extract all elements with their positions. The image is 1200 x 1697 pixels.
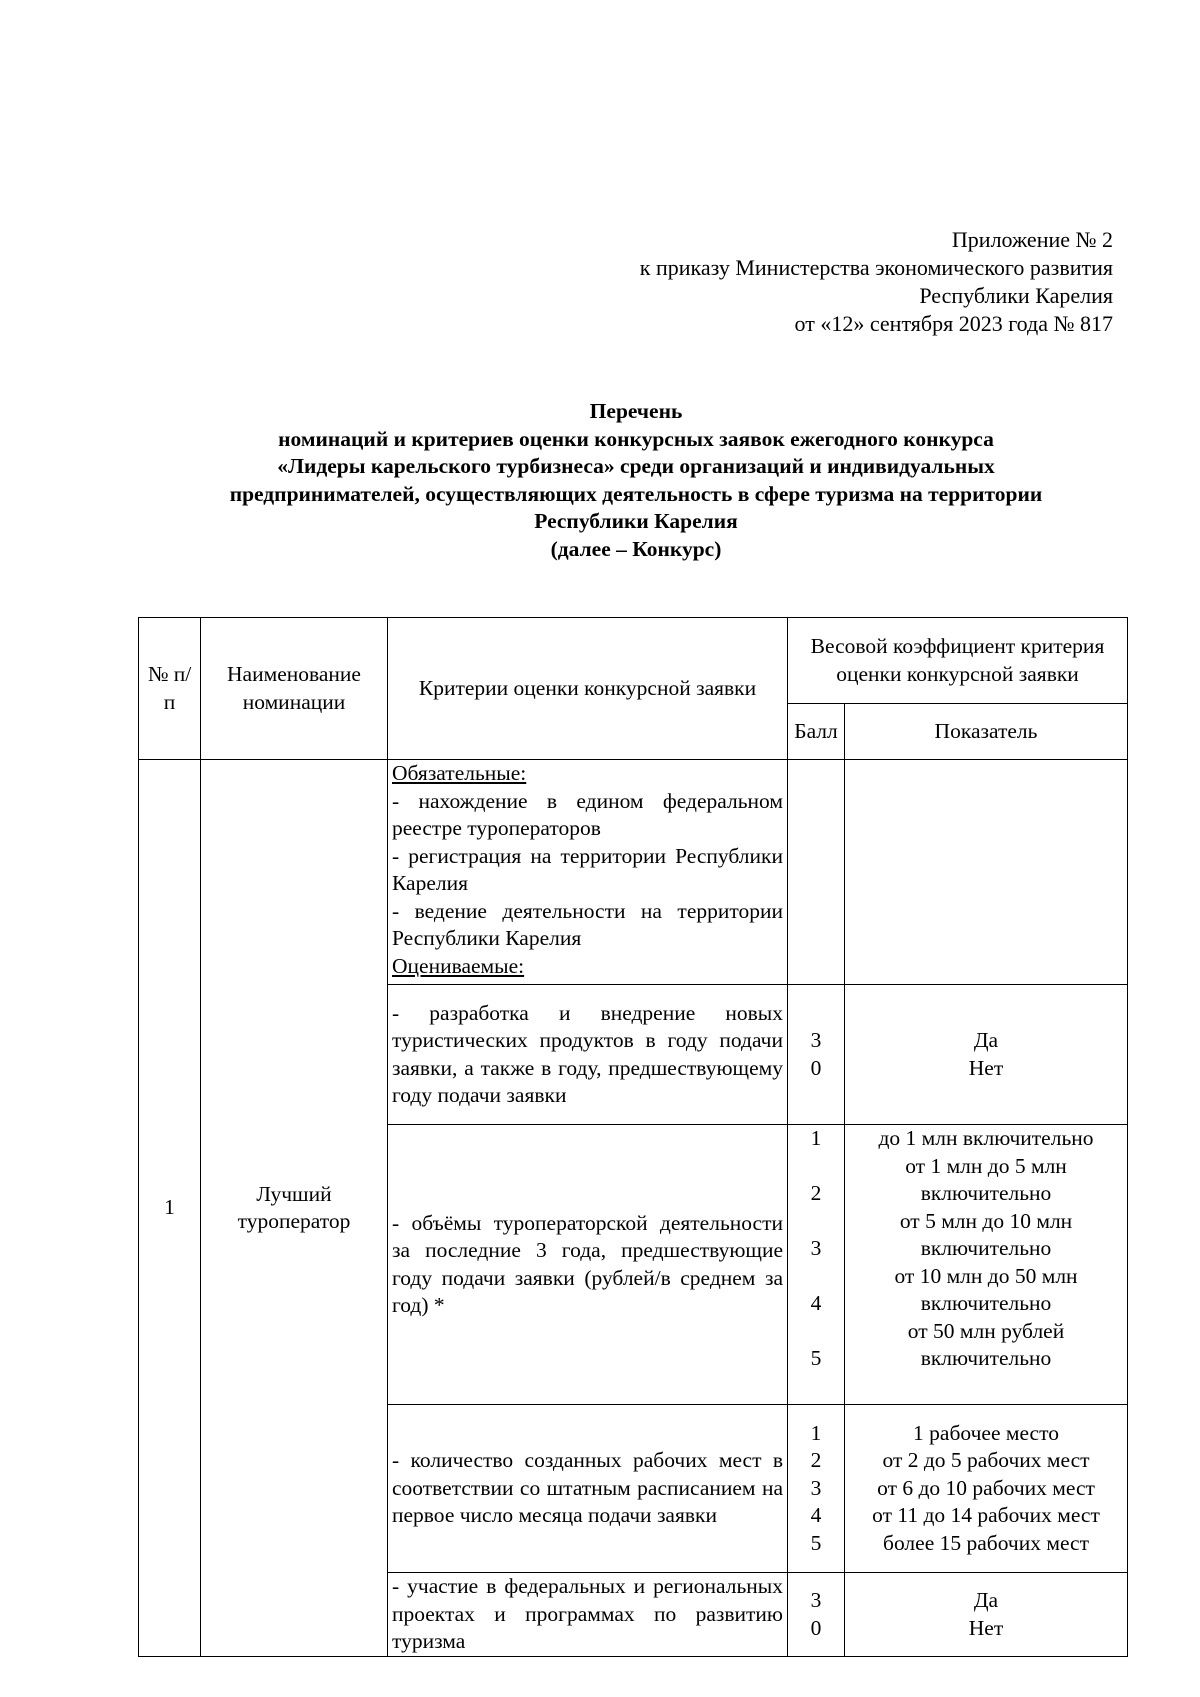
document-title [138, 398, 1134, 563]
criteria-table [138, 617, 1128, 1657]
indicator-value: от 11 до 14 рабочих мест [872, 1503, 1100, 1528]
points-value: 3 [810, 1475, 822, 1500]
appendix-reference [640, 226, 1113, 338]
evaluated-label: Оцениваемые: [392, 953, 525, 978]
mandatory-criteria-cell [388, 760, 788, 985]
title-line: Республики Карелия [534, 509, 738, 533]
criterion-text: - количество созданных рабочих мест в соответствии со штатным расписанием на первое число месяца подачи заявки [388, 1405, 788, 1573]
empty-points-cell [788, 760, 845, 985]
title-line: номинаций и критериев оценки конкурсных заявок ежегодного конкурса [278, 426, 994, 451]
title-line: предпринимателей, осуществляющих деятельность в сфере туризма на территории [229, 481, 1043, 506]
header-weight: Весовой коэффициент критерия оценки конкурсной заявки [788, 618, 1128, 704]
points-value: 3 [810, 1028, 822, 1052]
indicator-value: 1 рабочее место [913, 1420, 1059, 1445]
mandatory-item: - регистрация на территории Республики Карелия [392, 843, 783, 895]
mandatory-item: - нахождение в едином федеральном реестре туроператоров [392, 788, 783, 840]
indicator-value: Да [973, 1588, 999, 1612]
points-value: 0 [810, 1055, 822, 1080]
points-value: 1 [810, 1126, 822, 1150]
indicator-cell [845, 1125, 1128, 1405]
points-value: 2 [810, 1181, 822, 1205]
criterion-text: - участие в федеральных и региональных проектах и программах по развитию туризма [388, 1573, 788, 1657]
indicator-value: от 10 млн до 50 млн включительно [894, 1263, 1078, 1315]
table-row [139, 760, 1128, 985]
table-header-row [139, 618, 1128, 704]
points-value: 2 [810, 1448, 822, 1473]
mandatory-item: - ведение деятельности на территории Республики Карелия [392, 898, 783, 950]
title-line: «Лидеры карельского турбизнеса» среди организаций и индивидуальных [277, 454, 995, 478]
criterion-text: - разработка и внедрение новых туристических продуктов в году подачи заявки, а также в году, предшествующему году подачи заявки [388, 985, 788, 1125]
points-value: 5 [810, 1346, 822, 1370]
appendix-line: Республики Карелия [919, 283, 1113, 308]
points-value: 0 [810, 1615, 822, 1640]
points-value: 4 [810, 1503, 822, 1528]
appendix-line: к приказу Министерства экономического развития [639, 255, 1113, 280]
indicator-value: от 6 до 10 рабочих мест [877, 1475, 1095, 1500]
points-value: 5 [810, 1530, 822, 1555]
indicator-value: Нет [968, 1615, 1004, 1640]
indicator-value: от 50 млн рублей включительно [907, 1318, 1065, 1370]
points-cell [788, 1405, 845, 1573]
points-cell [788, 985, 845, 1125]
header-points: Балл [788, 704, 845, 760]
indicator-cell [845, 1573, 1128, 1657]
indicator-value: более 15 рабочих мест [883, 1530, 1089, 1555]
points-value: 3 [810, 1588, 822, 1612]
nomination-name: Лучший туроператор [201, 760, 388, 1657]
indicator-cell [845, 985, 1128, 1125]
row-number: 1 [139, 760, 201, 1657]
points-cell [788, 1125, 845, 1405]
criterion-text: - объёмы туроператорской деятельности за последние 3 года, предшествующие году подачи заявки (рублей/в среднем за год) * [388, 1125, 788, 1405]
header-nomination: Наименование номинации [201, 618, 388, 760]
indicator-value: от 1 млн до 5 млн включительно [905, 1153, 1067, 1205]
points-cell [788, 1573, 845, 1657]
points-value: 4 [810, 1291, 822, 1315]
title-line: (далее – Конкурс) [550, 536, 722, 561]
title-line: Перечень [589, 399, 683, 423]
indicator-value: от 5 млн до 10 млн включительно [899, 1208, 1073, 1260]
indicator-cell [845, 1405, 1128, 1573]
header-indicator: Показатель [845, 704, 1128, 760]
indicator-value: до 1 млн включительно [878, 1126, 1094, 1150]
appendix-line: от «12» сентября 2023 года № 817 [794, 311, 1113, 336]
indicator-value: Нет [968, 1055, 1004, 1080]
empty-indicator-cell [845, 760, 1128, 985]
appendix-line: Приложение № 2 [951, 227, 1113, 252]
header-num: № п/п [139, 618, 201, 760]
indicator-value: от 2 до 5 рабочих мест [882, 1448, 1090, 1473]
header-criteria: Критерии оценки конкурсной заявки [388, 618, 788, 760]
points-value: 3 [810, 1236, 822, 1260]
indicator-value: Да [973, 1028, 999, 1052]
points-value: 1 [810, 1420, 822, 1445]
mandatory-label: Обязательные: [392, 761, 527, 785]
